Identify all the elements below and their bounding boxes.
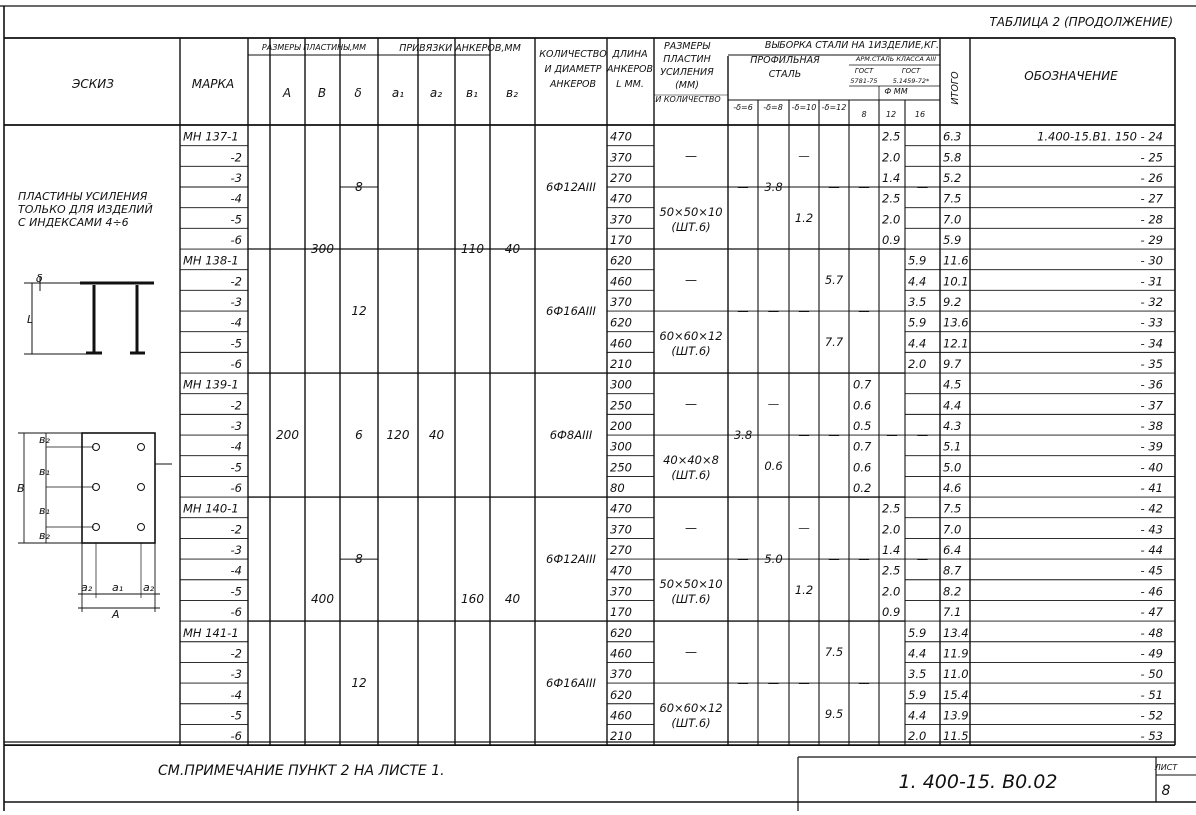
designation-cell: - 37 [1140,398,1163,413]
reinf-qty-cell: (ШТ.6) [671,220,711,235]
mark-cell: -6 [230,605,242,620]
plate-b-cell: 300 [311,242,334,257]
header-sketch: ЭСКИЗ [72,77,114,91]
reinf-qty-cell: (ШТ.6) [671,716,711,731]
designation-cell: - 51 [1140,687,1163,702]
header-mark: МАРКА [191,77,235,91]
header-profile-2: СТАЛЬ [768,69,802,80]
total-cell: 12.1 [943,336,969,351]
steel-d12-cell: — [828,428,840,443]
length-cell: 620 [610,625,632,640]
length-cell: 210 [610,357,632,372]
mark-cell: -2 [230,150,242,165]
total-cell: 4.5 [943,377,962,392]
total-cell: 7.0 [943,522,962,537]
length-cell: 460 [610,336,632,351]
steel-d6-cell: — [737,676,749,691]
anchor-count-cell: 6Ф16АIII [546,304,596,319]
rebar16-cell: 5.9 [908,687,927,702]
rebar16-cell: 4.4 [908,274,927,289]
rebar12-dash-cell: — [886,428,898,443]
steel-d10-cell: — [798,521,810,536]
header-phi: Ф ММ [884,87,908,96]
designation-cell: - 26 [1140,171,1163,186]
mark-cell: -5 [230,212,242,227]
total-cell: 9.2 [943,295,962,310]
total-cell: 9.7 [943,357,962,372]
rebar12-cell: 2.5 [882,501,901,516]
length-cell: 370 [610,584,632,599]
designation-cell: - 45 [1140,563,1163,578]
steel-d6-cell: — [737,552,749,567]
total-cell: 11.9 [943,646,969,661]
header-d12: -δ=12 [821,103,847,112]
designation-cell: 1.400-15.В1. 150 - 24 [1037,129,1163,144]
length-cell: 460 [610,708,632,723]
total-cell: 13.4 [943,625,969,640]
designation-cell: - 35 [1140,357,1163,372]
header-r8: 8 [861,110,867,119]
header-rebar-title: АРМ.СТАЛЬ КЛАССА АIII [855,55,937,63]
table-header [71,40,1118,119]
length-cell: 460 [610,646,632,661]
reinf-cell: 50×50×10 [659,577,723,592]
anchor-count-cell: 6Ф12АIII [546,180,596,195]
designation-cell: - 28 [1140,212,1163,227]
header-delta: δ [354,86,362,100]
steel-d10-cell: — [798,676,810,691]
total-cell: 13.6 [943,315,969,330]
total-cell: 7.0 [943,212,962,227]
rebar8-cell: 0.7 [853,377,872,392]
header-a1: a₁ [391,86,405,100]
designation-cell: - 43 [1140,522,1163,537]
designation-cell: - 41 [1140,481,1163,496]
header-plate-sizes: РАЗМЕРЫ ПЛАСТИНЫ,ММ [261,43,367,52]
header-steel-title: ВЫБОРКА СТАЛИ НА 1ИЗДЕЛИЕ,КГ. [764,40,940,51]
designation-cell: - 48 [1140,625,1163,640]
reinf-cell: 40×40×8 [663,453,719,468]
length-cell: 470 [610,191,632,206]
reinf-cell: — [685,645,697,660]
rebar16-cell: 2.0 [908,357,927,372]
header-gost2-1: ГОСТ [901,67,921,75]
sketch-note [18,190,153,229]
designation-cell: - 42 [1140,501,1163,516]
reinf-cell: 60×60×12 [659,701,723,716]
length-cell: 370 [610,150,632,165]
sketch-dim-b2-top: в₂ [39,433,50,446]
rebar8-dash-cell: — [858,304,870,319]
designation-cell: - 34 [1140,336,1163,351]
reinf-qty-cell: (ШТ.6) [671,592,711,607]
header-count-1: КОЛИЧЕСТВО [539,49,607,60]
mark-cell: МН 141-1 [183,625,239,640]
header-r12: 12 [885,110,897,119]
table-grid [0,6,1196,811]
anchor-b1-cell: 110 [461,242,484,257]
steel-d8-cell: — [767,397,780,412]
header-reinf-3: УСИЛЕНИЯ [660,67,714,78]
reinf-cell: 60×60×12 [659,329,723,344]
header-reinf-2: ПЛАСТИН [663,54,711,65]
anchor-count-cell: 6Ф16АIII [546,676,596,691]
mark-cell: МН 139-1 [183,377,239,392]
header-b1: в₁ [466,86,478,100]
length-cell: 270 [610,543,632,558]
header-length-2: АНКЕРОВ [606,64,654,75]
total-cell: 11.5 [943,729,969,744]
steel-d8-cell: 5.0 [764,552,783,567]
header-d8: -δ=8 [763,103,783,112]
rebar12-cell: 1.4 [882,171,901,186]
length-cell: 80 [610,481,625,496]
rebar8-cell: 0.5 [853,419,872,434]
steel-d10-cell: — [798,428,810,443]
steel-d6-cell: — [737,180,749,195]
mark-cell: -5 [230,336,242,351]
rebar12-cell: 2.5 [882,563,901,578]
length-cell: 250 [610,460,632,475]
sketch-note-line-1: ПЛАСТИНЫ УСИЛЕНИЯ [18,190,148,203]
designation-cell: - 47 [1140,605,1163,620]
rebar16-dash-cell: — [916,552,929,567]
designation-cell: - 46 [1140,584,1163,599]
designation-cell: - 49 [1140,646,1163,661]
total-cell: 15.4 [943,687,969,702]
length-cell: 620 [610,687,632,702]
total-cell: 5.0 [943,460,962,475]
anchor-hole [138,444,145,451]
length-cell: 370 [610,295,632,310]
length-cell: 460 [610,274,632,289]
reinf-cell: — [685,521,697,536]
header-designation: ОБОЗНАЧЕНИЕ [1024,69,1118,83]
total-cell: 13.9 [943,708,969,723]
mark-cell: -2 [230,274,242,289]
rebar16-cell: 3.5 [908,295,927,310]
header-b2: в₂ [506,86,518,100]
mark-cell: -4 [230,687,242,702]
sketch-dim-a1: a₁ [112,581,124,594]
designation-cell: - 29 [1140,233,1163,248]
length-cell: 370 [610,522,632,537]
mark-cell: МН 138-1 [183,253,239,268]
header-length-1: ДЛИНА [612,49,648,60]
mark-cell: -3 [230,295,242,310]
designation-cell: - 36 [1140,377,1163,392]
length-cell: 620 [610,315,632,330]
mark-cell: -4 [230,191,242,206]
steel-d6-cell: — [737,304,749,319]
header-r16: 16 [914,110,926,119]
rebar8-cell: 0.2 [853,481,872,496]
table-body [183,130,1164,743]
rebar12-cell: 2.0 [882,522,901,537]
designation-cell: - 40 [1140,460,1163,475]
rebar8-dash-cell: — [858,676,870,691]
sketch-section-view [24,276,154,354]
designation-cell: - 38 [1140,419,1163,434]
rebar16-cell: 2.0 [908,729,927,744]
mark-cell: -5 [230,460,242,475]
rebar12-cell: 2.0 [882,584,901,599]
steel-d12-cell: 7.5 [824,645,844,660]
anchor-a2-cell: 40 [428,428,445,443]
anchor-a1-cell: 120 [386,428,410,443]
total-cell: 4.4 [943,398,962,413]
reinf-qty-cell: (ШТ.6) [671,468,711,483]
plate-delta-cell: 8 [355,552,363,567]
header-b: В [317,86,327,100]
designation-cell: - 39 [1140,439,1163,454]
header-reinf-4: (ММ) [675,80,699,91]
header-reinf-5: И КОЛИЧЕСТВО [655,95,721,104]
steel-d12-cell: — [828,180,840,195]
anchor-hole [138,524,145,531]
designation-cell: - 31 [1140,274,1163,289]
sketch-dim-a2-left: a₂ [81,581,93,594]
header-total: ИТОГО [950,71,961,105]
reinf-cell: — [685,273,697,288]
header-gost1-2: 5781-75 [850,77,878,85]
rebar12-cell: 0.9 [882,233,901,248]
plate-b-cell: 400 [311,592,334,607]
header-length-3: L ММ. [616,79,644,90]
length-cell: 170 [610,605,632,620]
mark-cell: МН 137-1 [183,129,239,144]
mark-cell: -2 [230,398,242,413]
designation-cell: - 25 [1140,150,1163,165]
rebar16-dash-cell: — [916,428,929,443]
mark-cell: МН 140-1 [183,501,239,516]
mark-cell: -6 [230,233,242,248]
total-cell: 4.6 [943,481,962,496]
rebar8-dash-cell: — [858,552,870,567]
header-count-3: АНКЕРОВ [549,79,597,90]
anchor-holes [93,444,145,531]
mark-cell: -5 [230,708,242,723]
rebar8-cell: 0.6 [853,398,872,413]
header-a2: a₂ [429,86,443,100]
steel-d10-cell: 1.2 [794,211,814,226]
anchor-b2-cell: 40 [504,242,521,257]
designation-cell: - 27 [1140,191,1163,206]
rebar16-dash-cell: — [916,180,929,195]
plate-delta-cell: 12 [351,304,367,319]
total-cell: 10.1 [943,274,969,289]
reinf-cell: — [685,397,697,412]
length-cell: 300 [610,377,632,392]
rebar12-cell: 2.0 [882,212,901,227]
mark-cell: -6 [230,729,242,744]
mark-cell: -4 [230,439,242,454]
anchor-b1-cell: 160 [461,592,484,607]
steel-d12-cell: 7.7 [824,335,844,350]
header-d10: -δ=10 [791,103,817,112]
mark-cell: -3 [230,667,242,682]
reinf-qty-cell: (ШТ.6) [671,344,711,359]
total-cell: 6.3 [943,129,962,144]
rebar16-cell: 4.4 [908,708,927,723]
mark-cell: -6 [230,357,242,372]
footer-sheet-number: 8 [1161,783,1171,799]
total-cell: 4.3 [943,419,962,434]
total-cell: 11.6 [943,253,969,268]
mark-cell: -5 [230,584,242,599]
length-cell: 370 [610,667,632,682]
length-cell: 370 [610,212,632,227]
steel-d8-cell: 0.6 [764,459,783,474]
rebar12-cell: 0.9 [882,605,901,620]
total-cell: 6.4 [943,543,962,558]
total-cell: 7.5 [943,501,962,516]
header-gost2-2: 5.1459-72* [892,77,930,85]
steel-d12-cell: 5.7 [824,273,844,288]
rebar16-cell: 4.4 [908,336,927,351]
mark-cell: -6 [230,481,242,496]
sketch-dim-delta: δ [36,272,43,285]
header-profile-1: ПРОФИЛЬНАЯ [750,55,820,66]
length-cell: 270 [610,171,632,186]
plate-a-cell: 200 [276,428,299,443]
total-cell: 7.5 [943,191,962,206]
length-cell: 200 [610,419,632,434]
rebar8-cell: 0.6 [853,460,872,475]
sketch-dim-a: А [112,608,120,621]
mark-cell: -2 [230,646,242,661]
footer-code: 1. 400-15. В0.02 [898,771,1058,793]
designation-cell: - 32 [1140,295,1163,310]
header-gost1-1: ГОСТ [854,67,874,75]
total-cell: 8.7 [943,563,962,578]
reinf-cell: 50×50×10 [659,205,723,220]
sketch-dim-b: В [17,482,25,495]
designation-cell: - 52 [1140,708,1163,723]
total-cell: 5.9 [943,233,962,248]
table-label: ТАБЛИЦА 2 (ПРОДОЛЖЕНИЕ) [989,15,1173,29]
designation-cell: - 33 [1140,315,1163,330]
header-a: А [282,86,292,100]
rebar16-cell: 3.5 [908,667,927,682]
length-cell: 300 [610,439,632,454]
anchor-hole [138,484,145,491]
sketch-dim-l: L [27,313,34,326]
length-cell: 470 [610,563,632,578]
total-cell: 7.1 [943,605,962,620]
designation-cell: - 50 [1140,667,1163,682]
rebar16-cell: 5.9 [908,315,927,330]
mark-cell: -3 [230,419,242,434]
steel-d8-cell: — [767,676,780,691]
sketch-dim-b1-bottom: в₁ [39,504,50,517]
header-reinf-1: РАЗМЕРЫ [663,41,711,52]
length-cell: 170 [610,233,632,248]
mark-cell: -4 [230,315,242,330]
total-cell: 11.0 [943,667,969,682]
anchor-count-cell: 6Ф12АIII [546,552,596,567]
plate-delta-cell: 8 [355,180,363,195]
sketch-dim-b2-bottom: в₂ [39,529,50,542]
anchor-count-cell: 6Ф8АIII [549,428,593,443]
rebar16-cell: 5.9 [908,253,927,268]
length-cell: 210 [610,729,632,744]
total-cell: 5.8 [943,150,962,165]
sketch-dim-b1-top: в₁ [39,465,50,478]
rebar12-cell: 2.5 [882,129,901,144]
rebar12-cell: 2.0 [882,150,901,165]
total-cell: 5.1 [943,439,962,454]
length-cell: 250 [610,398,632,413]
steel-d12-cell: 9.5 [824,707,844,722]
rebar12-cell: 1.4 [882,543,901,558]
designation-cell: - 53 [1140,729,1163,744]
length-cell: 470 [610,129,632,144]
footer-note: СМ.ПРИМЕЧАНИЕ ПУНКТ 2 НА ЛИСТЕ 1. [158,763,445,779]
sketch-note-line-3: С ИНДЕКСАМИ 4÷6 [18,216,129,229]
footer-sheet-label: ЛИСТ [1154,763,1178,772]
steel-d10-cell: 1.2 [794,583,814,598]
steel-d12-cell: — [828,552,840,567]
rebar12-cell: 2.5 [882,191,901,206]
designation-cell: - 44 [1140,543,1163,558]
mark-cell: -2 [230,522,242,537]
mark-cell: -3 [230,543,242,558]
rebar8-cell: 0.7 [853,439,872,454]
header-d6: -δ=6 [733,103,753,112]
steel-d8-cell: 3.8 [764,180,783,195]
sketch-dim-a2-right: a₂ [143,581,155,594]
steel-d6-cell: 3.8 [733,428,753,443]
length-cell: 470 [610,501,632,516]
rebar16-cell: 4.4 [908,646,927,661]
steel-d10-cell: — [798,304,810,319]
total-cell: 8.2 [943,584,962,599]
mark-cell: -3 [230,171,242,186]
steel-d10-cell: — [798,149,810,164]
plate-delta-cell: 12 [351,676,367,691]
reinf-cell: — [685,149,697,164]
plate-delta-cell: 6 [355,428,363,443]
rebar16-cell: 5.9 [908,625,927,640]
rebar8-dash-cell: — [858,180,870,195]
total-cell: 5.2 [943,171,962,186]
mark-cell: -4 [230,563,242,578]
designation-cell: - 30 [1140,253,1163,268]
header-anchor-refs: ПРИВЯЗКИ АНКЕРОВ,ММ [399,43,521,54]
anchor-b2-cell: 40 [504,592,521,607]
steel-d8-cell: — [767,304,780,319]
header-count-2: И ДИАМЕТР [544,64,602,75]
length-cell: 620 [610,253,632,268]
sketch-note-line-2: ТОЛЬКО ДЛЯ ИЗДЕЛИЙ [18,203,153,216]
